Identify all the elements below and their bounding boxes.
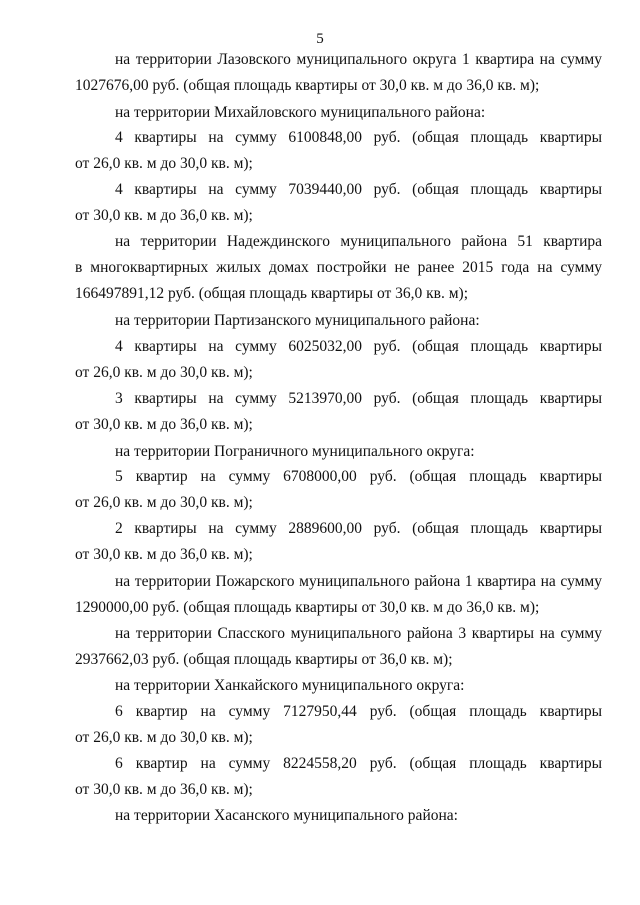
text-line-partizansky-1-cont: от 26,0 кв. м до 30,0 кв. м); [75,364,253,381]
page-number: 5 [316,31,324,47]
text-line-partizansky: на территории Партизанского муниципального района: [115,312,480,329]
text-line-partizansky-2-cont: от 30,0 кв. м до 36,0 кв. м); [75,416,253,433]
text-line-pogranichny-1-cont: от 26,0 кв. м до 30,0 кв. м); [75,494,253,511]
text-line-khasansky: на территории Хасанского муниципального района: [115,807,458,824]
text-line-khankaisky-2-cont: от 30,0 кв. м до 36,0 кв. м); [75,781,253,798]
text-line-pozharsky: на территории Пожарского муниципального района 1 квартира на сумму [115,573,602,590]
text-line-khankaisky: на территории Ханкайского муниципального округа: [115,677,465,694]
text-line-pogranichny-1: 5 квартир на сумму 6708000,00 руб. (общая площадь квартиры [115,468,602,485]
text-line-pozharsky-cont: 1290000,00 руб. (общая площадь квартиры от 30,0 кв. м до 36,0 кв. м); [75,599,540,616]
text-line-pogranichny: на территории Пограничного муниципального округа: [115,443,475,460]
text-line-mikhailovsky: на территории Михайловского муниципального района: [115,104,486,121]
text-line-mikhailovsky-1: 4 квартиры на сумму 6100848,00 руб. (общая площадь квартиры [115,129,602,146]
text-line-lazovsky-cont: 1027676,00 руб. (общая площадь квартиры от 30,0 кв. м до 36,0 кв. м); [75,77,540,94]
text-line-lazovsky: на территории Лазовского муниципального округа 1 квартира на сумму [115,51,602,68]
text-line-spassky-cont: 2937662,03 руб. (общая площадь квартиры от 36,0 кв. м); [75,651,453,668]
text-line-mikhailovsky-2: 4 квартиры на сумму 7039440,00 руб. (общая площадь квартиры [115,181,602,198]
text-line-khankaisky-2: 6 квартир на сумму 8224558,20 руб. (общая площадь квартиры [115,755,602,772]
text-line-spassky: на территории Спасского муниципального района 3 квартиры на сумму [115,625,602,642]
text-line-nadezhdinsky: на территории Надеждинского муниципального района 51 квартира [115,233,602,250]
text-line-partizansky-2: 3 квартиры на сумму 5213970,00 руб. (общая площадь квартиры [115,390,602,407]
text-line-nadezhdinsky-cont-1: в многоквартирных жилых домах постройки не ранее 2015 года на сумму [75,259,602,276]
text-line-mikhailovsky-2-cont: от 30,0 кв. м до 36,0 кв. м); [75,207,253,224]
text-line-partizansky-1: 4 квартиры на сумму 6025032,00 руб. (общая площадь квартиры [115,338,602,355]
text-line-nadezhdinsky-cont-2: 166497891,12 руб. (общая площадь квартиры от 36,0 кв. м); [75,285,469,302]
text-line-mikhailovsky-1-cont: от 26,0 кв. м до 30,0 кв. м); [75,155,253,172]
text-line-pogranichny-2-cont: от 30,0 кв. м до 36,0 кв. м); [75,546,253,563]
text-line-pogranichny-2: 2 квартиры на сумму 2889600,00 руб. (общая площадь квартиры [115,520,602,537]
text-line-khankaisky-1: 6 квартир на сумму 7127950,44 руб. (общая площадь квартиры [115,703,602,720]
text-line-khankaisky-1-cont: от 26,0 кв. м до 30,0 кв. м); [75,729,253,746]
